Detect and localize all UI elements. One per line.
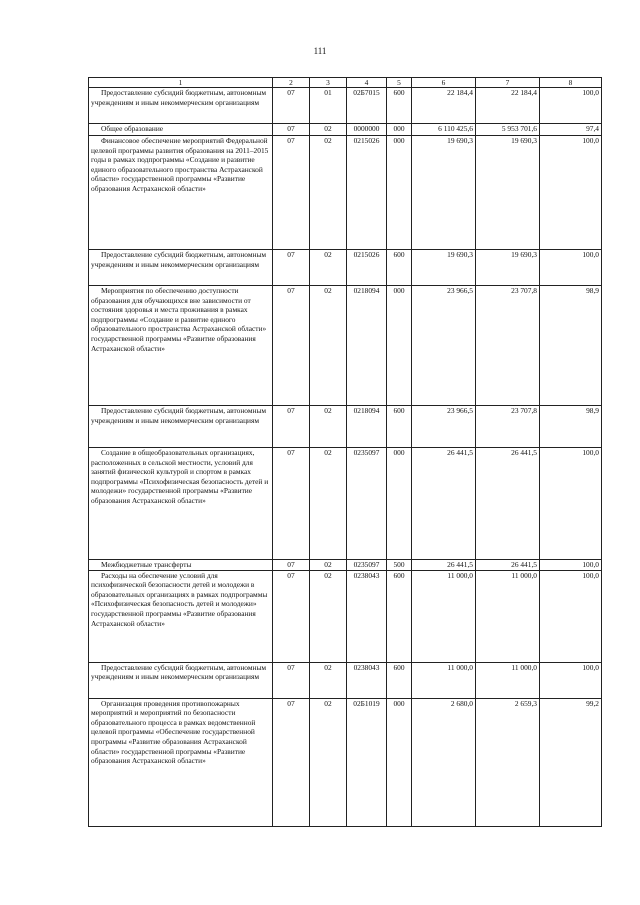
row-name-cell: Предоставление субсидий бюджетным, автономным учреждениям и иным некоммерческим организациям <box>89 406 273 448</box>
section-code-cell: 07 <box>273 88 310 124</box>
table-row <box>89 448 602 560</box>
execution-percent-cell: 100,0 <box>540 662 602 698</box>
execution-percent-cell: 98,9 <box>540 286 602 406</box>
planned-amount-cell: 2 680,0 <box>412 698 476 826</box>
subsection-code-cell: 02 <box>310 560 347 571</box>
planned-amount-cell: 19 690,3 <box>412 250 476 286</box>
table-row <box>89 88 602 124</box>
column-header: 4 <box>347 78 387 88</box>
page-number: 111 <box>313 46 327 56</box>
section-code-cell: 07 <box>273 250 310 286</box>
column-header: 7 <box>476 78 540 88</box>
actual-amount-cell: 19 690,3 <box>476 136 540 250</box>
section-code-cell: 07 <box>273 448 310 560</box>
target-article-cell: 0238043 <box>347 662 387 698</box>
expense-type-cell: 000 <box>387 136 412 250</box>
row-name-cell: Организация проведения противопожарных мероприятий и мероприятий по безопасности образовательного процесса в рамках ведомственной целевой программы «Обеспечение государственной программы «Развитие образования Астраханской области» государственной программы «Развитие образования Астраханской области» <box>89 698 273 826</box>
table-row <box>89 286 602 406</box>
planned-amount-cell: 22 184,4 <box>412 88 476 124</box>
column-header: 6 <box>412 78 476 88</box>
column-header: 1 <box>89 78 273 88</box>
planned-amount-cell: 11 000,0 <box>412 662 476 698</box>
subsection-code-cell: 02 <box>310 662 347 698</box>
target-article-cell: 0218094 <box>347 406 387 448</box>
execution-percent-cell: 98,9 <box>540 406 602 448</box>
actual-amount-cell: 23 707,8 <box>476 286 540 406</box>
execution-percent-cell: 100,0 <box>540 88 602 124</box>
row-name-cell: Мероприятия по обеспечению доступности образования для обучающихся вне зависимости от состояния здоровья и места проживания в рамках подпрограммы «Создание и развитие единого образовательного пространства Астраханской области» государственной программы «Развитие образования Астраханской области» <box>89 286 273 406</box>
subsection-code-cell: 02 <box>310 136 347 250</box>
expense-type-cell: 000 <box>387 448 412 560</box>
table-row <box>89 250 602 286</box>
execution-percent-cell: 100,0 <box>540 136 602 250</box>
row-name-cell: Межбюджетные трансферты <box>89 560 273 571</box>
section-code-cell: 07 <box>273 406 310 448</box>
table-row <box>89 124 602 136</box>
target-article-cell: 0218094 <box>347 286 387 406</box>
section-code-cell: 07 <box>273 560 310 571</box>
expense-type-cell: 600 <box>387 570 412 662</box>
column-header: 5 <box>387 78 412 88</box>
target-article-cell: 0238043 <box>347 570 387 662</box>
target-article-cell: 02Б1019 <box>347 698 387 826</box>
actual-amount-cell: 19 690,3 <box>476 250 540 286</box>
subsection-code-cell: 02 <box>310 570 347 662</box>
planned-amount-cell: 23 966,5 <box>412 286 476 406</box>
execution-percent-cell: 100,0 <box>540 560 602 571</box>
execution-percent-cell: 100,0 <box>540 250 602 286</box>
column-header: 2 <box>273 78 310 88</box>
section-code-cell: 07 <box>273 286 310 406</box>
planned-amount-cell: 11 000,0 <box>412 570 476 662</box>
target-article-cell: 0235097 <box>347 560 387 571</box>
actual-amount-cell: 11 000,0 <box>476 570 540 662</box>
section-code-cell: 07 <box>273 124 310 136</box>
planned-amount-cell: 26 441,5 <box>412 448 476 560</box>
subsection-code-cell: 02 <box>310 406 347 448</box>
expense-type-cell: 000 <box>387 698 412 826</box>
row-name-cell: Предоставление субсидий бюджетным, автономным учреждениям и иным некоммерческим организациям <box>89 88 273 124</box>
target-article-cell: 0215026 <box>347 136 387 250</box>
subsection-code-cell: 02 <box>310 250 347 286</box>
table-row <box>89 662 602 698</box>
actual-amount-cell: 23 707,8 <box>476 406 540 448</box>
section-code-cell: 07 <box>273 698 310 826</box>
row-name-cell: Создание в общеобразовательных организациях, расположенных в сельской местности, условий для занятий физической культурой и спортом в рамках подпрограммы «Психофизическая безопасность детей и молодежи» государственной программы «Развитие образования Астраханской области» <box>89 448 273 560</box>
budget-table <box>88 77 602 827</box>
target-article-cell: 0215026 <box>347 250 387 286</box>
table-row <box>89 698 602 826</box>
column-header: 8 <box>540 78 602 88</box>
table-row <box>89 560 602 571</box>
subsection-code-cell: 02 <box>310 124 347 136</box>
subsection-code-cell: 01 <box>310 88 347 124</box>
section-code-cell: 07 <box>273 136 310 250</box>
subsection-code-cell: 02 <box>310 448 347 560</box>
execution-percent-cell: 100,0 <box>540 570 602 662</box>
actual-amount-cell: 26 441,5 <box>476 560 540 571</box>
subsection-code-cell: 02 <box>310 286 347 406</box>
planned-amount-cell: 26 441,5 <box>412 560 476 571</box>
expense-type-cell: 600 <box>387 250 412 286</box>
expense-type-cell: 000 <box>387 124 412 136</box>
actual-amount-cell: 11 000,0 <box>476 662 540 698</box>
planned-amount-cell: 6 110 425,6 <box>412 124 476 136</box>
execution-percent-cell: 100,0 <box>540 448 602 560</box>
column-header: 3 <box>310 78 347 88</box>
row-name-cell: Предоставление субсидий бюджетным, автономным учреждениям и иным некоммерческим организациям <box>89 662 273 698</box>
row-name-cell: Общее образование <box>89 124 273 136</box>
expense-type-cell: 600 <box>387 88 412 124</box>
actual-amount-cell: 26 441,5 <box>476 448 540 560</box>
actual-amount-cell: 5 953 701,6 <box>476 124 540 136</box>
row-name-cell: Расходы на обеспечение условий для психофизической безопасности детей и молодежи в образовательных организациях в рамках подпрограммы «Психофизическая безопасность детей и молодежи» государственной программы «Развитие образования Астраханской области» <box>89 570 273 662</box>
expense-type-cell: 600 <box>387 406 412 448</box>
subsection-code-cell: 02 <box>310 698 347 826</box>
table-row <box>89 570 602 662</box>
actual-amount-cell: 2 659,3 <box>476 698 540 826</box>
target-article-cell: 02Б7015 <box>347 88 387 124</box>
expense-type-cell: 000 <box>387 286 412 406</box>
planned-amount-cell: 23 966,5 <box>412 406 476 448</box>
table-row <box>89 406 602 448</box>
expense-type-cell: 600 <box>387 662 412 698</box>
table-row <box>89 136 602 250</box>
execution-percent-cell: 97,4 <box>540 124 602 136</box>
target-article-cell: 0000000 <box>347 124 387 136</box>
section-code-cell: 07 <box>273 662 310 698</box>
header-row <box>89 78 602 88</box>
row-name-cell: Предоставление субсидий бюджетным, автономным учреждениям и иным некоммерческим организациям <box>89 250 273 286</box>
expense-type-cell: 500 <box>387 560 412 571</box>
target-article-cell: 0235097 <box>347 448 387 560</box>
planned-amount-cell: 19 690,3 <box>412 136 476 250</box>
section-code-cell: 07 <box>273 570 310 662</box>
row-name-cell: Финансовое обеспечение мероприятий Федеральной целевой программы развития образования на 2011–2015 годы в рамках подпрограммы «Создание и развитие единого образовательного пространства Астраханской области» государственной программы «Развитие образования Астраханской области» <box>89 136 273 250</box>
actual-amount-cell: 22 184,4 <box>476 88 540 124</box>
execution-percent-cell: 99,2 <box>540 698 602 826</box>
